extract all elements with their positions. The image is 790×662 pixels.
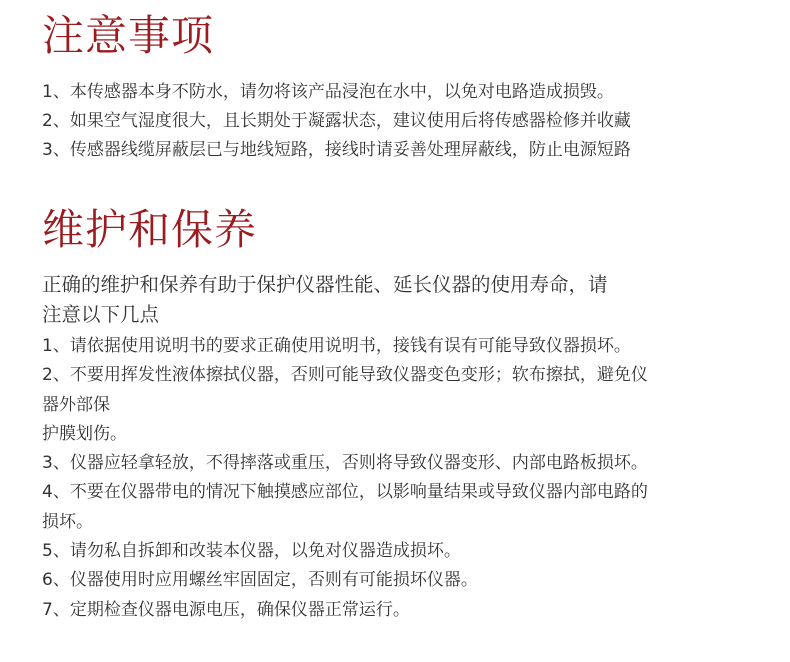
- maintenance-intro-line-1: 正确的维护和保养有助于保护仪器性能、延长仪器的使用寿命，请: [42, 273, 608, 296]
- maintenance-item-7-line-1: 7、定期检查仪器电源电压，确保仪器正常运行。: [42, 599, 410, 620]
- maintenance-list: [42, 332, 762, 625]
- notes-item-1: 1、本传感器本身不防水，请勿将该产品浸泡在水中，以免对电路造成损毁。: [42, 82, 614, 102]
- maintenance-intro-line-2: 注意以下几点: [42, 303, 160, 326]
- maintenance-item-1: [42, 332, 762, 361]
- maintenance-intro: [42, 270, 752, 330]
- maintenance-item-3-line-1: 3、仪器应轻拿轻放，不得摔落或重压，否则将导致仪器变形、内部电路板损坏。: [42, 453, 648, 474]
- maintenance-item-3: [42, 449, 762, 478]
- maintenance-item-7: [42, 596, 762, 625]
- maintenance-item-2-line-3: 护膜划伤。: [42, 423, 127, 444]
- notes-list: [42, 78, 762, 165]
- notes-item-2: 2、如果空气湿度很大，且长期处于凝露状态，建议使用后将传感器检修并收藏: [42, 111, 631, 131]
- maintenance-item-4: [42, 478, 762, 537]
- notes-item-3: 3、传感器线缆屏蔽层已与地线短路，接线时请妥善处理屏蔽线，防止电源短路: [42, 140, 631, 160]
- maintenance-item-6: [42, 566, 762, 595]
- maintenance-item-5-line-1: 5、请勿私自拆卸和改装本仪器，以免对仪器造成损坏。: [42, 541, 461, 562]
- maintenance-item-2-line-1: 2、不要用挥发性液体擦拭仪器，否则可能导致仪器变色变形；软布擦拭，避免仪: [42, 365, 648, 386]
- maintenance-item-5: [42, 537, 762, 566]
- notes-section-title: 注意事项: [42, 11, 215, 60]
- maintenance-section-title: 维护和保养: [42, 205, 258, 254]
- maintenance-item-2: [42, 361, 762, 449]
- maintenance-item-4-line-2: 损坏。: [42, 511, 93, 532]
- maintenance-item-2-line-2: 器外部保: [42, 394, 110, 415]
- maintenance-item-4-line-1: 4、不要在仪器带电的情况下触摸感应部位，以影响量结果或导致仪器内部电路的: [42, 482, 648, 503]
- maintenance-item-6-line-1: 6、仪器使用时应用螺丝牢固固定，否则有可能损坏仪器。: [42, 570, 478, 591]
- maintenance-item-1-line-1: 1、请依据使用说明书的要求正确使用说明书，接钱有误有可能导致仪器损坏。: [42, 336, 631, 356]
